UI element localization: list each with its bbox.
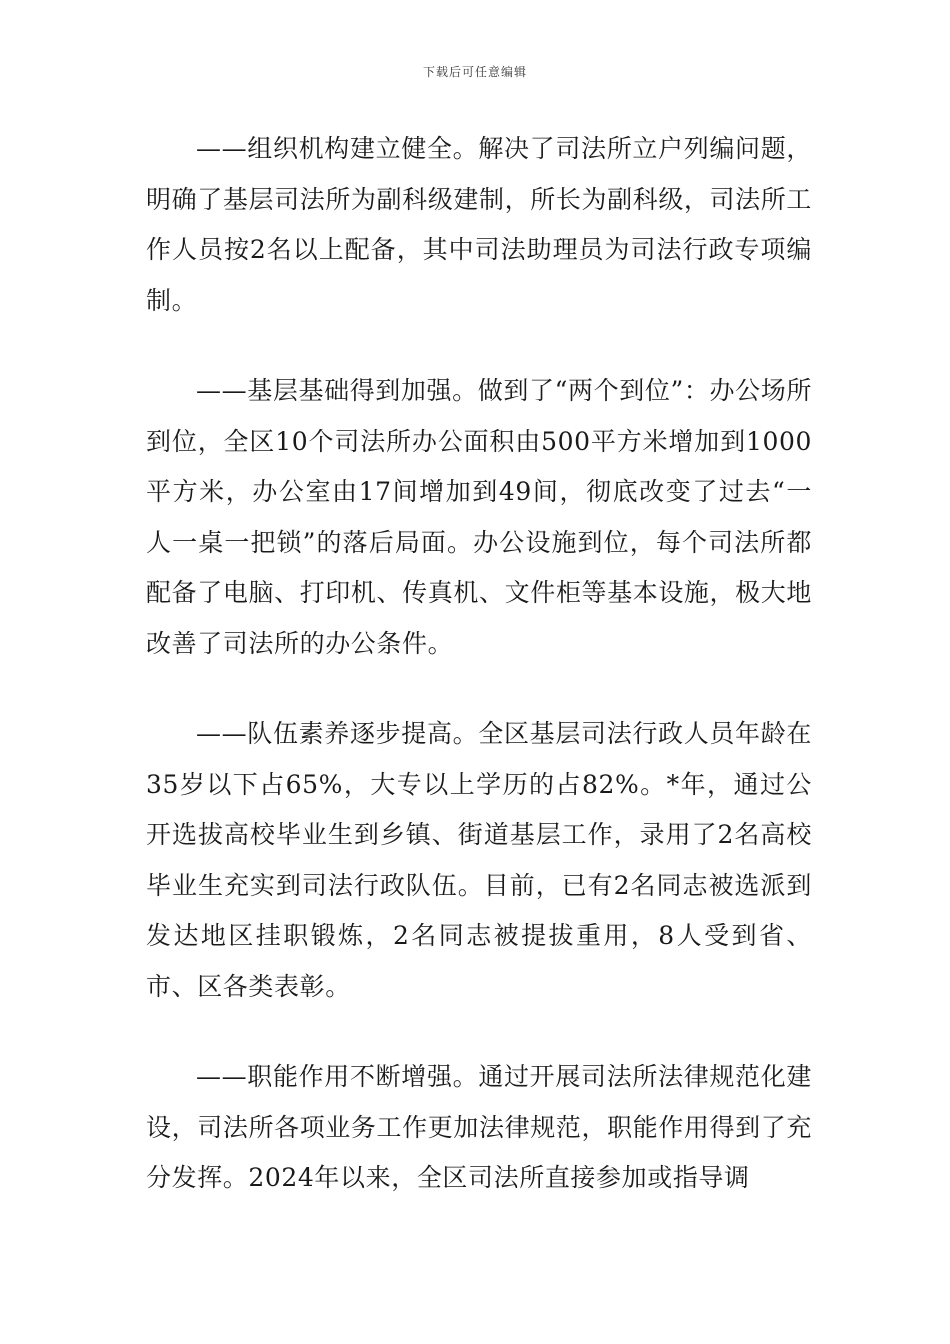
paragraph-team-quality: ——队伍素养逐步提高。全区基层司法行政人员年龄在35岁以下占65%，大专以上学历的占82%。*年，通过公开选拔高校毕业生到乡镇、街道基层工作，录用了2名高校毕业生充实到司法行政队伍。目前，已有2名同志被选派到发达地区挂职锻炼，2名同志被提拔重用，8人受到省、市、区各类表彰。	[146, 719, 812, 1001]
page-header: 下载后可任意编辑	[422, 65, 527, 79]
document-body	[146, 124, 812, 1204]
paragraph-infrastructure: ——基层基础得到加强。做到了“两个到位”：办公场所到位，全区10个司法所办公面积由500平方米增加到1000平方米，办公室由17间增加到49间，彻底改变了过去“一人一桌一把锁”的落后局面。办公设施到位，每个司法所都配备了电脑、打印机、传真机、文件柜等基本设施，极大地改善了司法所的办公条件。	[146, 376, 812, 658]
paragraph-organization: ——组织机构建立健全。解决了司法所立户列编问题，明确了基层司法所为副科级建制，所长为副科级，司法所工作人员按2名以上配备，其中司法助理员为司法行政专项编制。	[146, 134, 812, 315]
paragraph-function-role: ——职能作用不断增强。通过开展司法所法律规范化建设，司法所各项业务工作更加法律规范，职能作用得到了充分发挥。2024年以来，全区司法所直接参加或指导调	[146, 1062, 812, 1192]
